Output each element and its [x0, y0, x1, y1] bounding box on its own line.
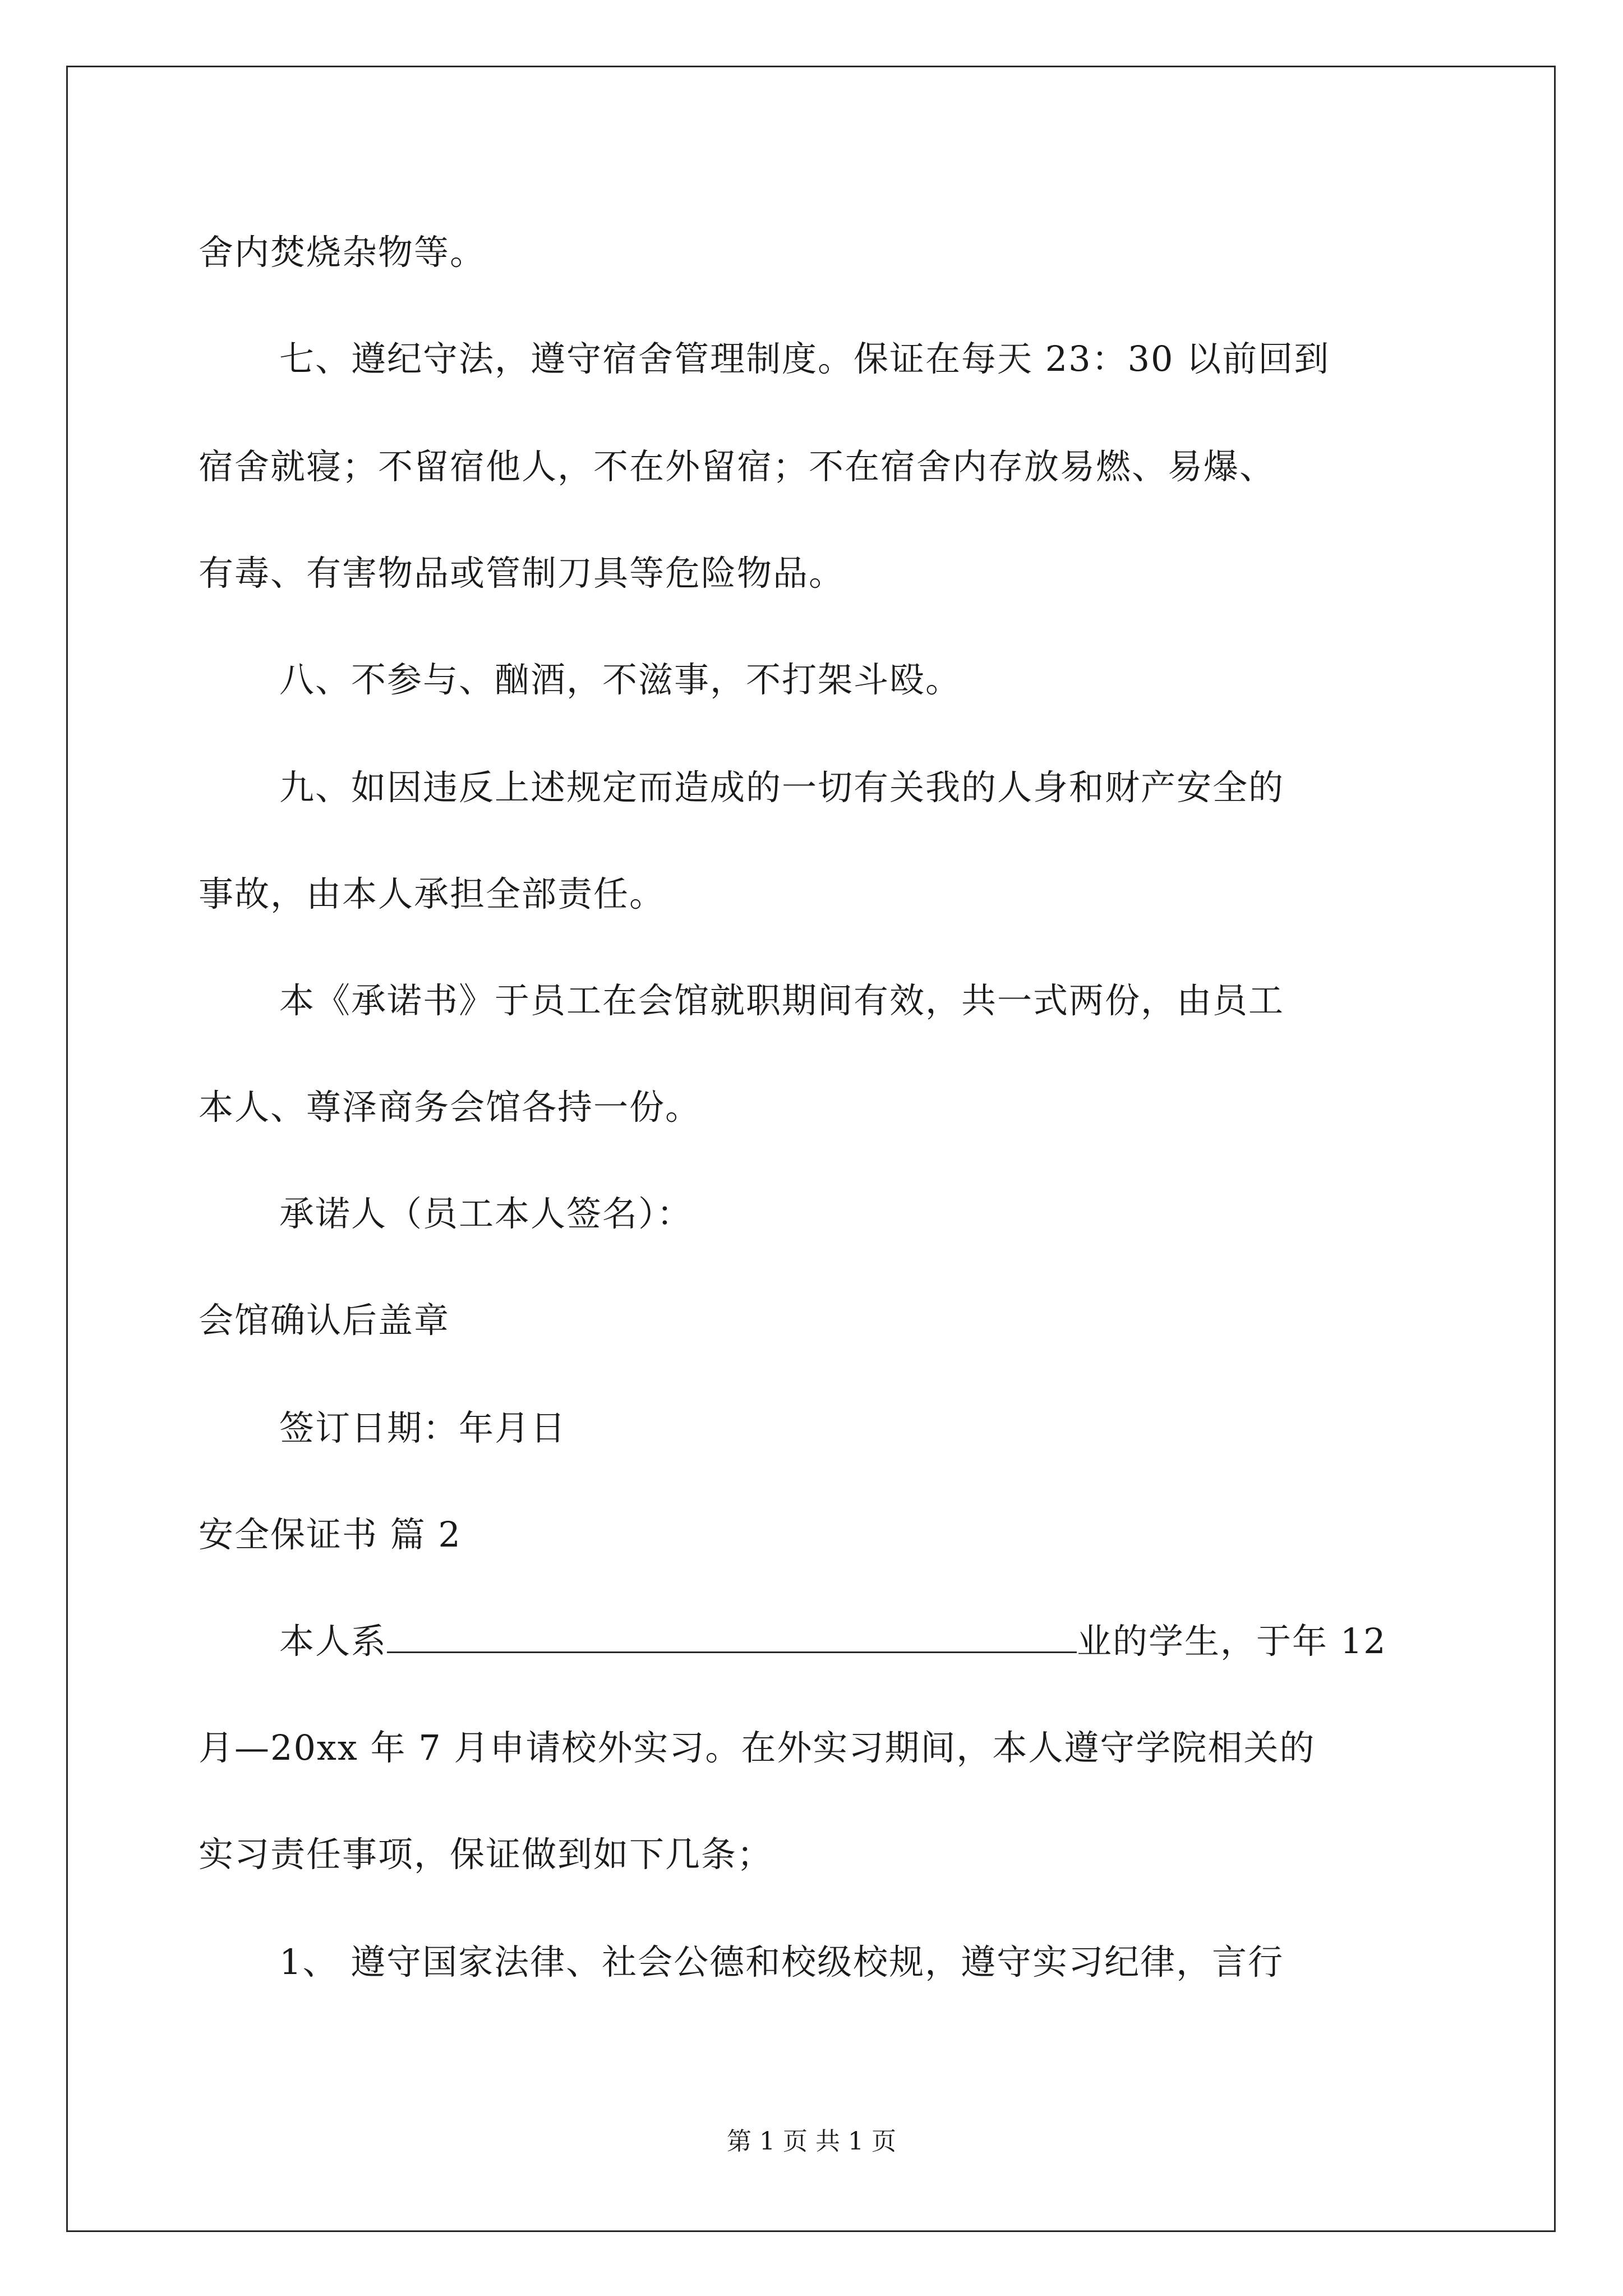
text-line: 舍内焚烧杂物等。: [199, 232, 486, 273]
text-line: 八、不参与、酗酒，不滋事，不打架斗殴。: [279, 659, 962, 700]
page-footer: 第 1 页 共 1 页: [727, 2127, 896, 2156]
blank-underline: [387, 1620, 1077, 1653]
fill-in-suffix: 业的学生，于年 12: [1077, 1621, 1387, 1662]
date-line: 签订日期：年月日: [279, 1407, 567, 1448]
signature-line: 承诺人（员工本人签名）：: [279, 1193, 693, 1234]
text-line: 七、遵纪守法，遵守宿舍管理制度。保证在每天 23：30 以前回到: [279, 338, 1330, 379]
section-heading: 安全保证书 篇 2: [199, 1514, 462, 1555]
fill-in-line: [279, 1619, 1387, 1664]
text-line: 实习责任事项，保证做到如下几条；: [199, 1834, 773, 1875]
page-frame: [66, 66, 1556, 2232]
fill-in-prefix: 本人系: [279, 1621, 388, 1662]
text-line: 有毒、有害物品或管制刀具等危险物品。: [199, 553, 845, 593]
text-line: 月—20xx 年 7 月申请校外实习。在外实习期间，本人遵守学院相关的: [199, 1727, 1316, 1768]
text-line: 1、 遵守国家法律、社会公德和校级校规，遵守实习纪律，言行: [279, 1941, 1284, 1982]
text-line: 事故，由本人承担全部责任。: [199, 873, 666, 914]
text-line: 宿舍就寝；不留宿他人，不在外留宿；不在宿舍内存放易燃、易爆、: [199, 446, 1276, 487]
text-line: 本人、尊泽商务会馆各持一份。: [199, 1087, 702, 1128]
text-line: 九、如因违反上述规定而造成的一切有关我的人身和财产安全的: [279, 767, 1285, 808]
seal-line: 会馆确认后盖章: [199, 1300, 450, 1341]
text-line: 本《承诺书》于员工在会馆就职期间有效，共一式两份，由员工: [279, 980, 1285, 1021]
